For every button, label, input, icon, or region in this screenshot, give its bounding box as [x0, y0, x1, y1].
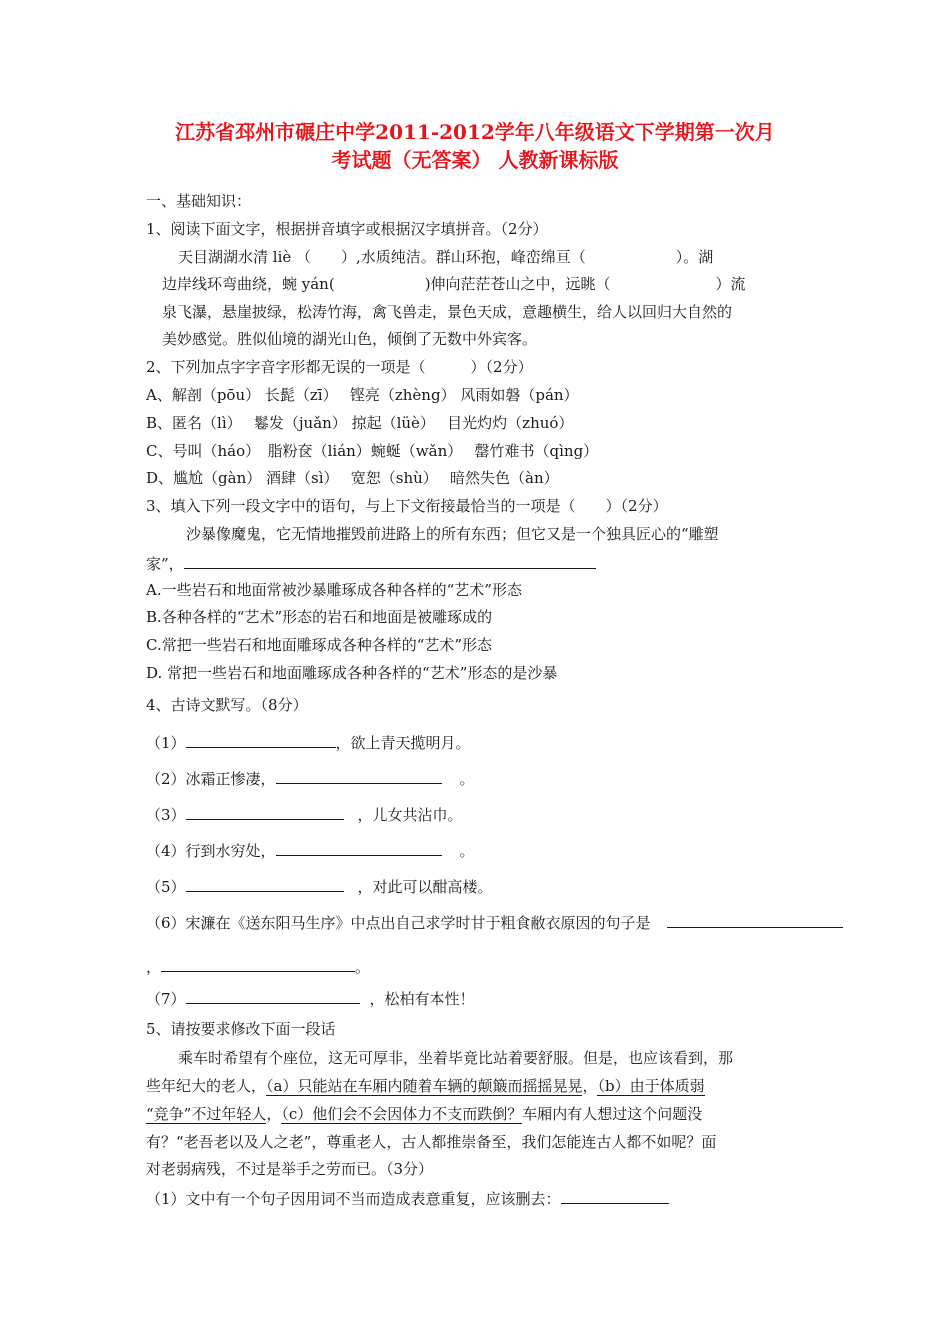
- q4-item-6-blank-2[interactable]: [161, 955, 355, 972]
- q3-prompt: 3、填入下列一段文字中的语句，与上下文衔接最恰当的一项是（ ）（2分）: [146, 497, 668, 515]
- q4-item-3: [146, 803, 463, 825]
- q4-item-5-text: ，对此可以酣高楼。: [357, 878, 493, 896]
- q4-item-1-text: ，欲上青天揽明月。: [335, 734, 471, 752]
- q5-text-2: 车厢内有人想过这个问题没: [522, 1105, 703, 1123]
- q4-item-4-blank[interactable]: [276, 839, 442, 856]
- q5-underlined-a: （a）只能站在车厢内随着车辆的颠簸而摇摇晃晃: [266, 1077, 583, 1095]
- q5-prompt: 5、请按要求修改下面一段话: [146, 1020, 336, 1038]
- q3-passage-line-1: 沙暴像魔鬼，它无情地摧毁前进路上的所有东西；但它又是一个独具匠心的“雕塑: [186, 525, 719, 543]
- q4-item-6-end: 。: [355, 958, 371, 976]
- q4-item-7-number: （7）: [146, 990, 186, 1008]
- q3-passage-line-2: [146, 552, 596, 574]
- q2-prompt: 2、下列加点字字音字形都无误的一项是（ ）（2分）: [146, 358, 533, 376]
- q5-sub-question-1: [146, 1187, 669, 1209]
- q5-sub-question-1-text: （1）文中有一个句子因用词不当而造成表意重复，应该删去：: [146, 1190, 561, 1208]
- q4-item-3-blank[interactable]: [186, 803, 344, 820]
- document-title-line-1: 江苏省邳州市碾庄中学2011-2012学年八年级语文下学期第一次月: [175, 120, 775, 144]
- q4-prompt: 4、古诗文默写。（8分）: [146, 696, 308, 714]
- q1-passage-line-1: 天目湖湖水清 liè （ ）,水质纯洁。群山环抱，峰峦绵亘（ ）。湖: [178, 248, 714, 266]
- q4-item-4: [146, 839, 475, 861]
- q4-item-6-comma: ，: [146, 958, 162, 976]
- q4-item-5-number: （5）: [146, 878, 186, 896]
- q4-item-4-end: 。: [459, 842, 475, 860]
- q4-item-6: [146, 911, 843, 933]
- q2-option-c: C、号叫（háo） 脂粉奁（lián）蜿蜒（wǎn） 罄竹难书（qìng）: [146, 442, 599, 460]
- q5-passage-line-4: 有？“老吾老以及人之老”，尊重老人，古人都推崇备至，我们怎能连古人都不如呢？面: [146, 1133, 717, 1151]
- document-title-line-2: 考试题（无答案） 人教新课标版: [331, 148, 619, 172]
- q2-option-b: B、匿名（lì） 鬈发（juǎn） 掠起（lüè） 目光灼灼（zhuó）: [146, 414, 574, 432]
- q3-option-b: B.各种各样的“艺术”形态的岩石和地面是被雕琢成的: [146, 608, 493, 626]
- q5-passage-line-5: 对老弱病残，不过是举手之劳而已。（3分）: [146, 1160, 434, 1178]
- q3-option-d: D. 常把一些岩石和地面雕琢成各种各样的“艺术”形态的是沙暴: [146, 664, 558, 682]
- q5-comma: ，: [582, 1077, 598, 1095]
- q5-passage-line-3: [146, 1104, 702, 1124]
- q4-item-4-text: （4）行到水穷处，: [146, 842, 276, 860]
- q2-option-d: D、尴尬（gàn） 酒肆（sì） 宽恕（shù） 暗然失色（àn）: [146, 469, 559, 487]
- q3-option-c: C.常把一些岩石和地面雕琢成各种各样的“艺术”形态: [146, 636, 493, 654]
- q5-passage-line-2: [146, 1076, 705, 1096]
- q5-underlined-c: （c）他们会不会因体力不支而跌倒？: [281, 1105, 523, 1123]
- q1-prompt: 1、阅读下面文字，根据拼音填字或根据汉字填拼音。（2分）: [146, 220, 548, 238]
- q3-option-a: A.一些岩石和地面常被沙暴雕琢成各种各样的“艺术”形态: [146, 581, 522, 599]
- q4-item-6-continued: [146, 955, 370, 977]
- q1-passage-line-3: 泉飞瀑，悬崖披绿，松涛竹海，禽飞兽走，景色天成，意趣横生，给人以回归大自然的: [162, 303, 733, 321]
- q4-item-5: [146, 875, 493, 897]
- q4-item-7-text: ，松柏有本性！: [369, 990, 475, 1008]
- q5-passage-line-1: 乘车时希望有个座位，这无可厚非，坐着毕竟比站着要舒服。但是，也应该看到，那: [178, 1049, 734, 1067]
- q2-option-a: A、解剖（pōu） 长髭（zī） 铿亮（zhèng） 风雨如磐（pán）: [146, 386, 579, 404]
- q3-passage-text: 家”，: [146, 555, 184, 573]
- q4-item-1-blank[interactable]: [186, 731, 336, 748]
- q4-item-5-blank[interactable]: [186, 875, 344, 892]
- q4-item-2-text: （2）冰霜正惨凄，: [146, 770, 276, 788]
- q4-item-6-text: （6）宋濂在《送东阳马生序》中点出自己求学时甘于粗食敝衣原因的句子是: [146, 914, 651, 932]
- q5-underlined-b-cont: “竞争”不过年轻人: [146, 1105, 267, 1123]
- q4-item-3-text: ，儿女共沾巾。: [357, 806, 463, 824]
- section-heading: 一、基础知识：: [146, 192, 252, 210]
- q5-sub-question-1-blank[interactable]: [561, 1187, 669, 1204]
- q1-passage-line-4: 美妙感觉。胜似仙境的湖光山色，倾倒了无数中外宾客。: [162, 330, 538, 348]
- q4-item-1: [146, 731, 471, 753]
- q4-item-7-blank[interactable]: [186, 987, 360, 1004]
- q4-item-7: [146, 987, 475, 1009]
- q4-item-2-blank[interactable]: [276, 767, 442, 784]
- q4-item-2-end: 。: [459, 770, 475, 788]
- q4-item-6-blank-1[interactable]: [667, 911, 843, 928]
- q3-answer-blank[interactable]: [184, 552, 596, 569]
- q5-comma-2: ，: [266, 1105, 282, 1123]
- q5-text: 些年纪大的老人，: [146, 1077, 267, 1095]
- q5-underlined-b: （b）由于体质弱: [597, 1077, 705, 1095]
- q1-passage-line-2: 边岸线环弯曲绕，蜿 yán( )伸向茫茫苍山之中，远眺（ ）流: [162, 275, 746, 293]
- q4-item-3-number: （3）: [146, 806, 186, 824]
- q4-item-1-number: （1）: [146, 734, 186, 752]
- q4-item-2: [146, 767, 475, 789]
